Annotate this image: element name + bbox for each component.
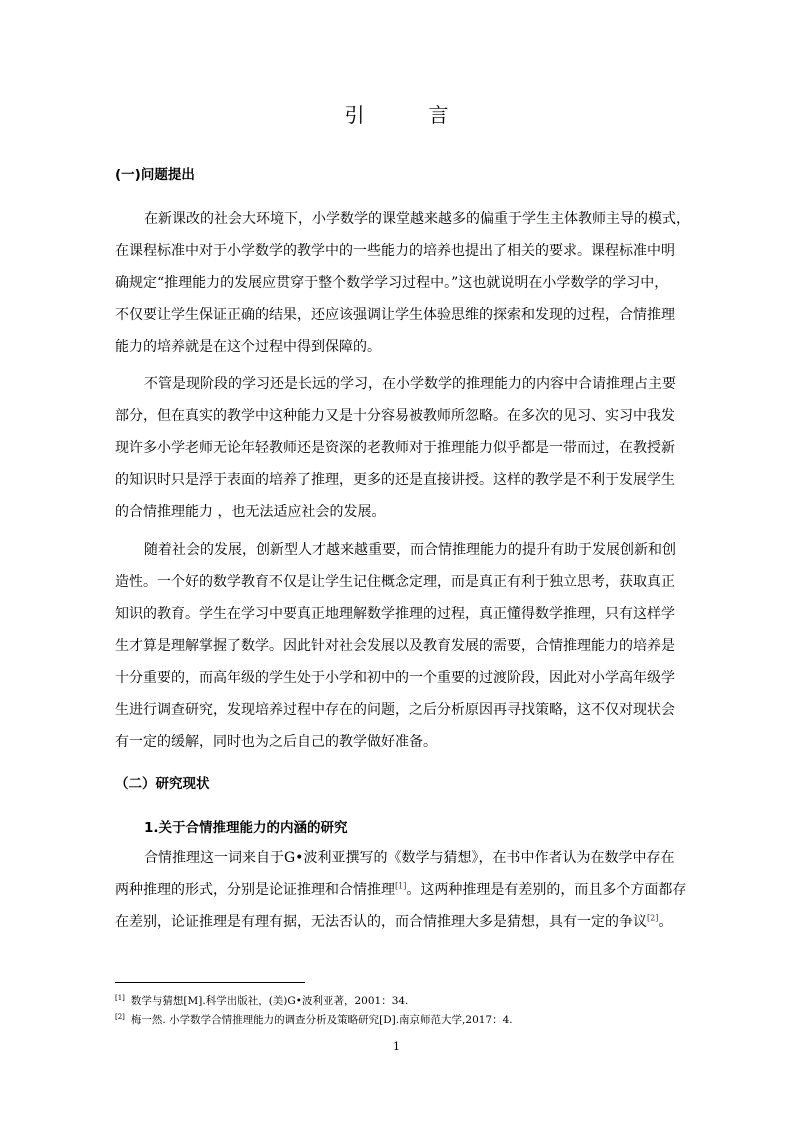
paragraph-line: 知识的教育。学生在学习中要真正地理解数学推理的过程，真正懂得数学推理，只有这样学 (115, 606, 675, 622)
paragraph-line: 不管是现阶段的学习还是长远的学习，在小学数学的推理能力的内容中合请推理占主要 (144, 376, 676, 392)
paragraph-3 (115, 534, 675, 758)
paragraph-line: 有一定的缓解，同时也为之后自己的教学做好准备。 (115, 734, 437, 750)
footnote-divider (115, 982, 305, 983)
paragraph-line: 十分重要的，而高年级的学生处于小学和初中的一个重要的过渡阶段，因此对小学高年级学 (115, 670, 675, 686)
text-run: 。这两种推理是有差别的，而且多个方面都存 (406, 882, 687, 898)
footnote-mark: [1] (115, 993, 125, 1002)
paragraph-line: 生才算是理解掌握了数学。因此针对社会发展以及教育发展的需要，合情推理能力的培养是 (115, 638, 675, 654)
text-run: 。 (658, 914, 673, 930)
paragraph-line (115, 906, 675, 938)
footnote-text: 数学与猜想[M].科学出版社，(美)G•波利亚著，2001：34. (130, 995, 409, 1007)
paragraph-2 (115, 368, 675, 528)
section-heading-problem: (一)问题提出 (115, 167, 195, 183)
text-run: 两种推理的形式，分别是论证推理和合情推理 (115, 882, 395, 898)
paragraph-line: 在新课改的社会大环境下，小学数学的课堂越来越多的偏重于学生主体教师主导的模式， (144, 211, 690, 227)
footnote-1 (115, 993, 408, 1009)
paragraph-line: 现许多小学老师无论年轻教师还是资深的老教师对于推理能力似乎都是一带而过，在教授新 (115, 440, 675, 456)
footnote-2 (115, 1012, 513, 1028)
paragraph-line: 随着社会的发展，创新型人才越来越重要，而合情推理能力的提升有助于发展创新和创 (144, 542, 676, 558)
paragraph-line: 能力的培养就是在这个过程中得到保障的。 (115, 339, 381, 355)
paragraph-line: 确规定“推理能力的发展应贯穿于整个数学学习过程中。”这也就说明在小学数学的学习中， (115, 275, 669, 291)
paragraph-line: 的知识时只是浮于表面的培养了推理，更多的还是直接讲授。这样的教学是不利于发展学生 (115, 472, 675, 488)
paragraph-line (115, 874, 687, 906)
paragraph-4 (115, 842, 687, 938)
section-heading-status: （二）研究现状 (115, 776, 210, 792)
page-title: 引 言 (344, 103, 471, 127)
paragraph-line: 生进行调查研究，发现培养过程中存在的问题，之后分析原因再寻找策略，这不仅对现状会 (115, 702, 675, 718)
paragraph-line: 合情推理这一词来自于G•波利亚撰写的《数学与猜想》，在书中作者认为在数学中存在 (144, 850, 675, 866)
citation-ref-2[interactable]: [2] (647, 913, 659, 923)
page-number: 1 (393, 1040, 400, 1053)
subsection-heading-connotation: 1.关于合情推理能力的内涵的研究 (144, 820, 348, 836)
paragraph-1 (115, 203, 690, 363)
citation-ref-1[interactable]: [1] (395, 881, 407, 891)
paragraph-line: 造性。一个好的数学教育不仅是让学生记住概念定理，而是真正有利于独立思考，获取真正 (115, 574, 675, 590)
paragraph-line: 部分，但在真实的教学中这种能力又是十分容易被教师所忽略。在多次的见习、实习中我发 (115, 408, 675, 424)
footnote-text: 梅一然. 小学数学合情推理能力的调查分析及策略研究[D].南京师范大学,2017：4. (130, 1014, 513, 1026)
paragraph-line: 在课程标准中对于小学数学的教学中的一些能力的培养也提出了相关的要求。课程标准中明 (115, 243, 675, 259)
footnote-mark: [2] (115, 1012, 125, 1021)
text-run: 在差别，论证推理是有理有据，无法否认的，而合情推理大多是猜想，具有一定的争议 (115, 914, 647, 930)
paragraph-line: 不仅要让学生保证正确的结果，还应该强调让学生体验思维的探索和发现的过程，合情推理 (115, 307, 675, 323)
paragraph-line: 的合情推理能力 ，也无法适应社会的发展。 (115, 504, 386, 520)
